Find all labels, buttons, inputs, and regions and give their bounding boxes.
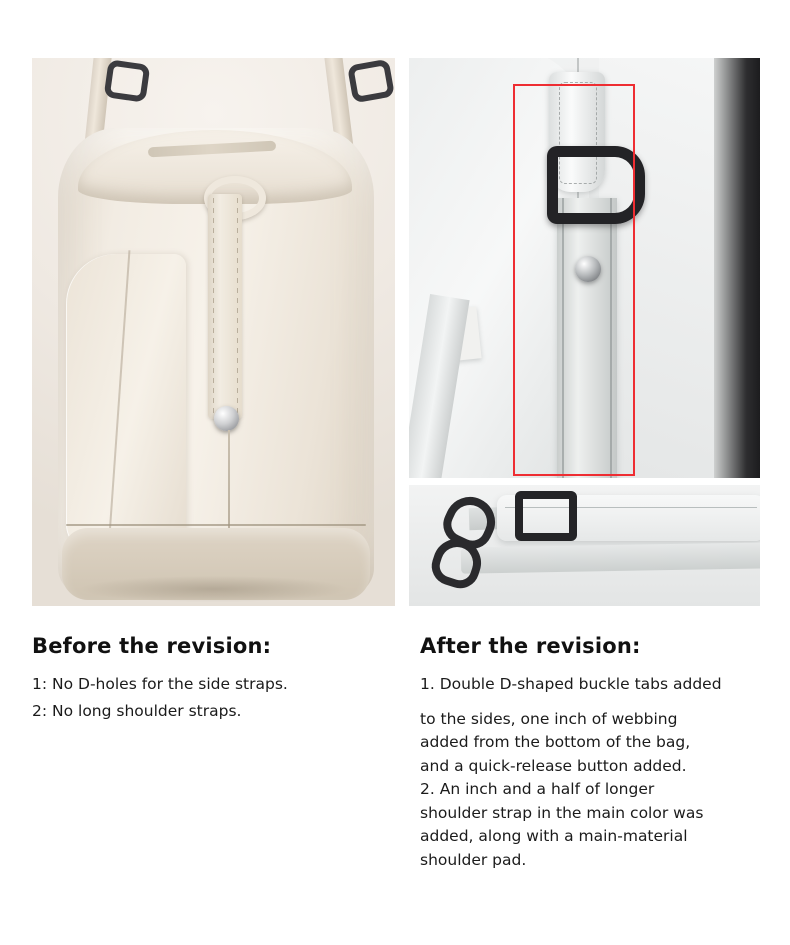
stitch-line-left <box>213 198 214 416</box>
before-bag-photo <box>32 58 395 606</box>
after-line-1: to the sides, one inch of webbing <box>420 709 678 728</box>
slider-buckle-icon <box>515 491 577 541</box>
before-text-block <box>32 634 392 726</box>
after-first-line: 1. Double D-shaped buckle tabs added <box>420 675 722 694</box>
after-line-5: shoulder strap in the main color was <box>420 803 704 822</box>
drop-shadow <box>42 572 386 606</box>
strap-webbing-lower <box>461 542 760 573</box>
image-grid <box>32 58 760 606</box>
before-item-2: 2: No long shoulder straps. <box>32 701 242 720</box>
paragraph-spacer <box>420 697 770 708</box>
after-shoulder-strap-photo <box>409 485 760 606</box>
after-line-2: added from the bottom of the bag, <box>420 733 691 752</box>
stitch-line-right <box>237 198 238 416</box>
base-seam-line <box>66 524 366 526</box>
after-line-4: 2. An inch and a half of longer <box>420 780 655 799</box>
metal-rivet <box>214 406 239 431</box>
after-line-6: added, along with a main-material <box>420 827 688 846</box>
black-clip-right-icon <box>347 59 395 104</box>
black-clip-left-icon <box>104 59 151 102</box>
after-dring-photo <box>409 58 760 478</box>
annotation-highlight-box <box>513 84 635 476</box>
after-heading: After the revision: <box>420 634 641 658</box>
after-line-7: shoulder pad. <box>420 851 527 870</box>
before-item-1: 1: No D-holes for the side straps. <box>32 675 288 694</box>
after-text-block <box>420 634 770 873</box>
background-dark-edge <box>714 58 760 478</box>
before-heading: Before the revision: <box>32 634 272 658</box>
after-line-3: and a quick-release button added. <box>420 756 687 775</box>
